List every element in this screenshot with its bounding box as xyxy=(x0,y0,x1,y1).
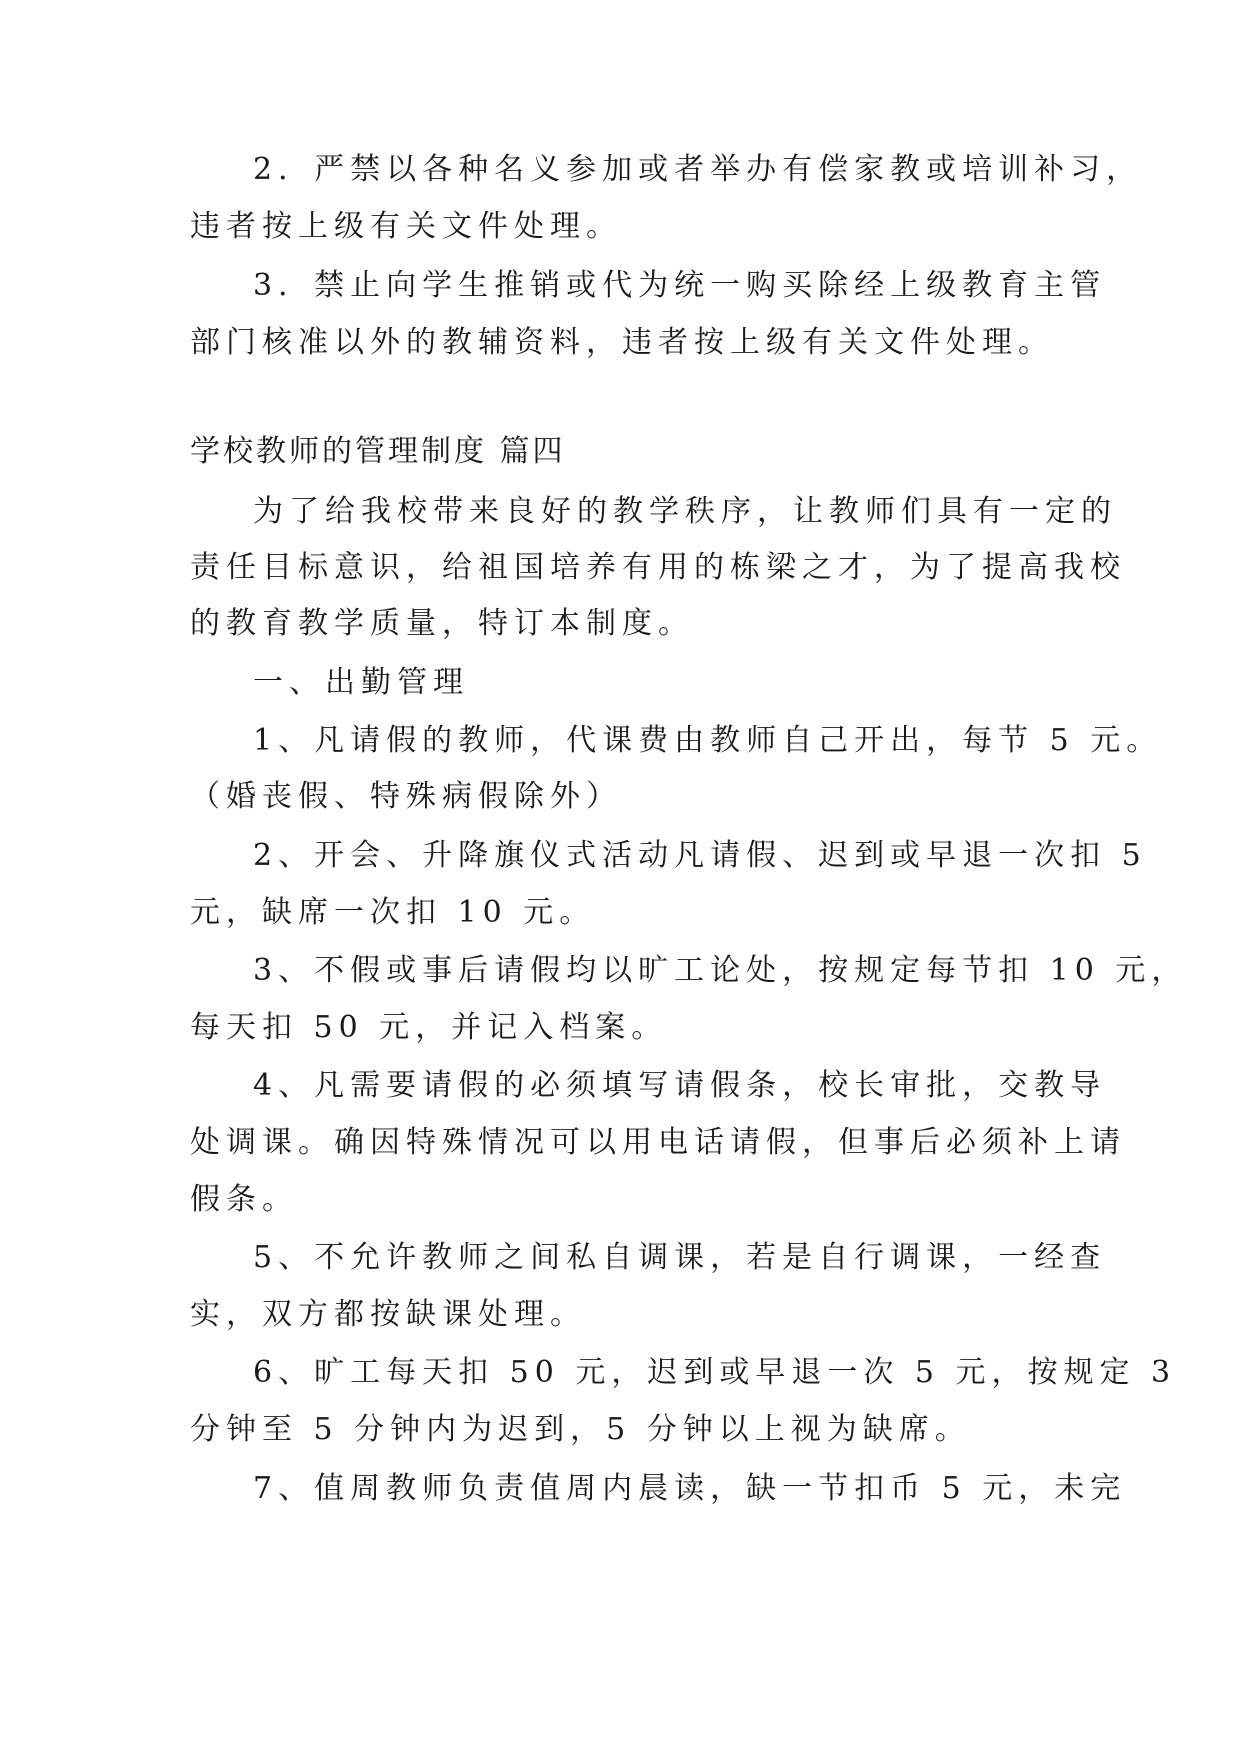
paragraph-line: 2、开会、升降旗仪式活动凡请假、迟到或早退一次扣 5 xyxy=(253,838,1147,873)
paragraph-line: 实，双方都按缺课处理。 xyxy=(190,1297,586,1332)
subsection-heading: 一、出勤管理 xyxy=(253,665,469,700)
paragraph-line: 处调课。确因特殊情况可以用电话请假，但事后必须补上请 xyxy=(190,1125,1126,1160)
paragraph-line: 3．禁止向学生推销或代为统一购买除经上级教育主管 xyxy=(253,268,1107,303)
paragraph-line: 6、旷工每天扣 50 元，迟到或早退一次 5 元，按规定 3 xyxy=(253,1355,1177,1390)
paragraph-line: 2．严禁以各种名义参加或者举办有偿家教或培训补习， xyxy=(253,152,1143,187)
paragraph-line: 违者按上级有关文件处理。 xyxy=(190,209,622,244)
paragraph-line: 5、不允许教师之间私自调课，若是自行调课，一经查 xyxy=(253,1240,1107,1275)
paragraph-line: 的教育教学质量，特订本制度。 xyxy=(190,606,694,641)
paragraph-line: 部门核准以外的教辅资料，违者按上级有关文件处理。 xyxy=(190,325,1054,360)
paragraph-line: 每天扣 50 元，并记入档案。 xyxy=(190,1010,668,1045)
paragraph-line: 3、不假或事后请假均以旷工论处，按规定每节扣 10 元， xyxy=(253,953,1188,988)
paragraph-line: 责任目标意识，给祖国培养有用的栋梁之才，为了提高我校 xyxy=(190,550,1126,585)
paragraph-line: 假条。 xyxy=(190,1182,298,1217)
paragraph-line: 7、值周教师负责值周内晨读，缺一节扣币 5 元，未完 xyxy=(253,1471,1127,1506)
paragraph-line: 分钟至 5 分钟内为迟到，5 分钟以上视为缺席。 xyxy=(190,1412,971,1447)
paragraph-line: 4、凡需要请假的必须填写请假条，校长审批，交教导 xyxy=(253,1068,1107,1103)
section-heading: 学校教师的管理制度 篇四 xyxy=(190,434,566,469)
paragraph-line: （婚丧假、特殊病假除外） xyxy=(190,779,622,814)
paragraph-line: 为了给我校带来良好的教学秩序，让教师们具有一定的 xyxy=(253,494,1117,529)
paragraph-line: 1、凡请假的教师，代课费由教师自己开出，每节 5 元。 xyxy=(253,723,1163,758)
paragraph-line: 元，缺席一次扣 10 元。 xyxy=(190,895,596,930)
